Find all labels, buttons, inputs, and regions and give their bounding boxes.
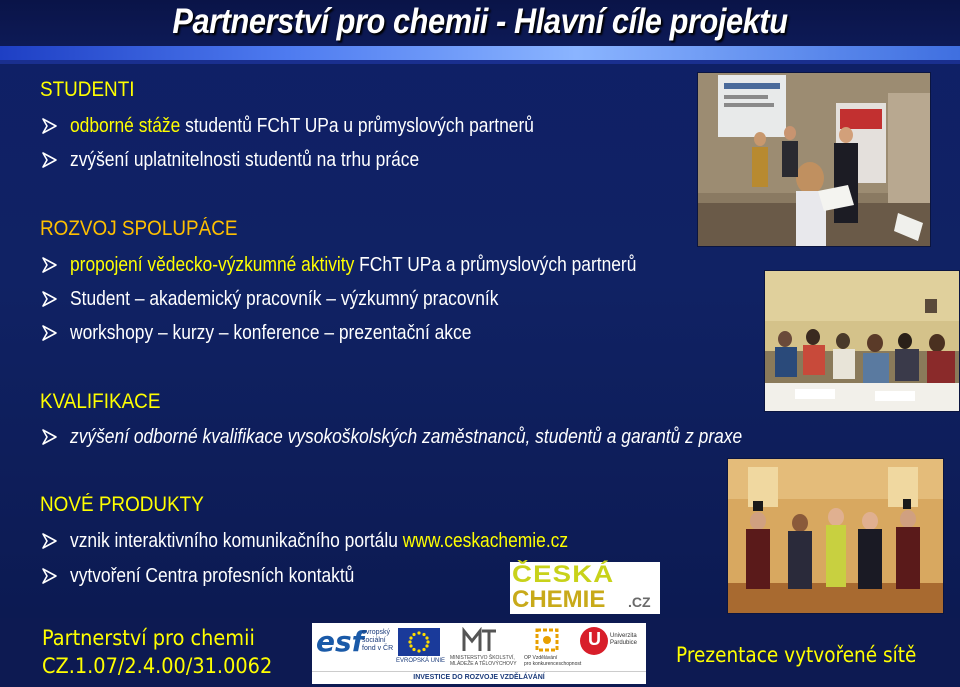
heading-rozvoj-spoluprace: ROZVOJ SPOLUPÁCE	[40, 217, 238, 240]
footer-project-name: Partnerství pro chemii	[42, 626, 255, 650]
bullet-text: vznik interaktivního komunikačního portálu	[70, 530, 403, 552]
msmt-caption: MINISTERSTVO ŠKOLSTVÍ, MLÁDEŽE A TĚLOVÝCHOVY	[450, 655, 517, 667]
heading-kvalifikace: KVALIFIKACE	[40, 390, 161, 413]
eu-caption: EVROPSKÁ UNIE	[396, 658, 446, 664]
photo-workshop	[764, 270, 960, 412]
upa-logo-icon: U	[580, 627, 608, 655]
portal-link[interactable]: www.ceskachemie.cz	[402, 530, 569, 552]
heading-nove-produkty: NOVÉ PRODUKTY	[40, 493, 204, 516]
footer-project-code: CZ.1.07/2.4.00/31.0062	[42, 654, 273, 678]
ceska-chemie-logo	[510, 562, 660, 614]
bullet-text: zvýšení odborné kvalifikace vysokoškolských zaměstnanců, studentů a garantů z praxe	[70, 426, 743, 448]
logo-line1: ČESKÁ	[512, 561, 615, 588]
logo-suffix: .CZ	[628, 594, 651, 610]
photo-presentation	[697, 72, 931, 247]
highlight-text: odborné stáže	[70, 115, 181, 137]
photo-presentation-image	[698, 73, 930, 246]
arrow-bullet-icon	[40, 290, 58, 308]
photo-ceremony-image	[728, 459, 943, 613]
esf-caption: evropský sociální fond v ČR	[362, 629, 394, 652]
msmt-logo-icon	[462, 627, 498, 653]
op-vk-caption: OP Vzdělávání pro konkurenceschopnost	[524, 655, 582, 667]
photo-workshop-image	[765, 271, 959, 411]
bullet-text: zvýšení uplatnitelnosti studentů na trhu práce	[70, 149, 420, 171]
footer-presentation-label: Prezentace vytvořené sítě	[676, 643, 917, 667]
bullet-text: FChT UPa a průmyslových partnerů	[354, 254, 637, 276]
esf-logo: esf	[316, 625, 364, 658]
logo-line2: CHEMIE	[512, 586, 606, 613]
upa-caption: Univerzita Pardubice	[610, 633, 638, 646]
arrow-bullet-icon	[40, 151, 58, 169]
arrow-bullet-icon	[40, 117, 58, 135]
op-vk-logo-icon	[534, 627, 560, 653]
highlight-text: propojení vědecko-výzkumné aktivity	[70, 254, 355, 276]
funding-logos-strip	[312, 623, 646, 683]
arrow-bullet-icon	[40, 428, 58, 446]
arrow-bullet-icon	[40, 256, 58, 274]
arrow-bullet-icon	[40, 567, 58, 585]
heading-studenti: STUDENTI	[40, 78, 135, 101]
arrow-bullet-icon	[40, 532, 58, 550]
bullet-text: studentů FChT UPa u průmyslových partnerů	[180, 115, 534, 137]
eu-flag-icon	[398, 628, 440, 656]
bullet-text: workshopy – kurzy – konference – prezentační akce	[70, 322, 472, 344]
photo-ceremony	[727, 458, 944, 614]
bullet-text: Student – akademický pracovník – výzkumný pracovník	[70, 288, 499, 310]
slide-title: Partnerství pro chemii - Hlavní cíle projektu	[172, 2, 788, 41]
bullet-text: vytvoření Centra profesních kontaktů	[70, 565, 355, 587]
invest-band: INVESTICE DO ROZVOJE VZDĚLÁVÁNÍ	[312, 671, 646, 684]
arrow-bullet-icon	[40, 324, 58, 342]
